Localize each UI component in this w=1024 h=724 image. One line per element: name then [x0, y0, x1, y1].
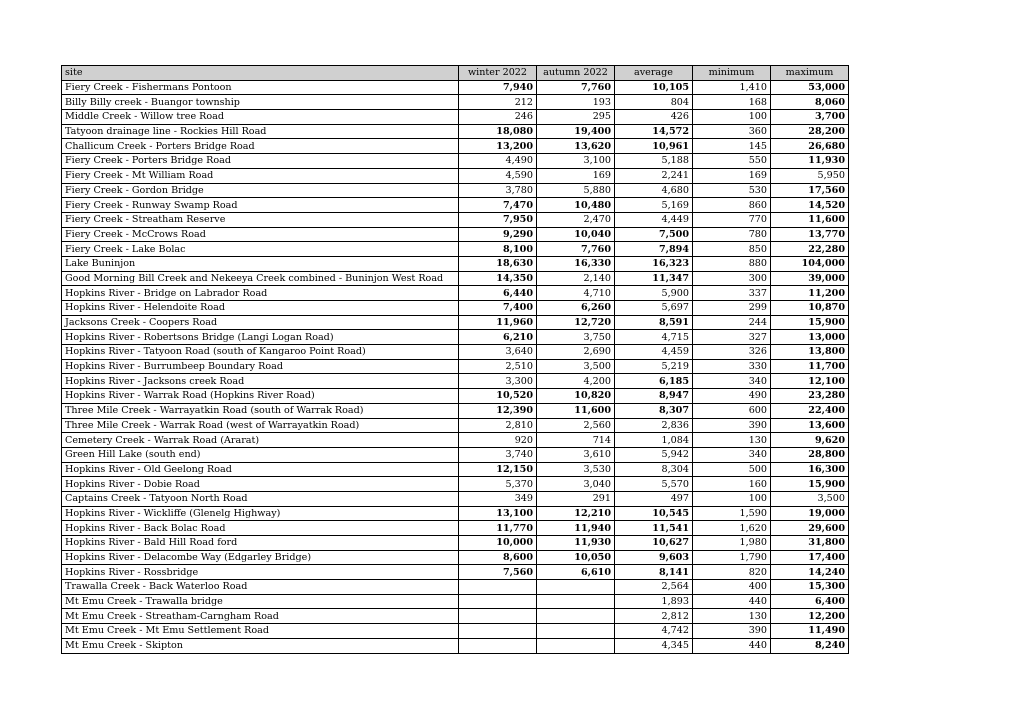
- column-header-site: site: [62, 66, 459, 81]
- maximum-cell: 22,400: [771, 403, 849, 418]
- winter-cell: 7,560: [459, 565, 537, 580]
- maximum-cell: 39,000: [771, 271, 849, 286]
- maximum-cell: 15,900: [771, 477, 849, 492]
- average-cell: 11,541: [615, 521, 693, 536]
- winter-cell: 5,370: [459, 477, 537, 492]
- maximum-cell: 13,800: [771, 345, 849, 360]
- table-row: [62, 110, 849, 125]
- maximum-cell: 3,500: [771, 491, 849, 506]
- table-row: [62, 124, 849, 139]
- table-row: [62, 550, 849, 565]
- average-cell: 10,627: [615, 536, 693, 551]
- maximum-cell: 9,620: [771, 433, 849, 448]
- winter-cell: 349: [459, 491, 537, 506]
- table-row: [62, 330, 849, 345]
- site-cell: Trawalla Creek - Back Waterloo Road: [62, 580, 459, 595]
- average-cell: 8,307: [615, 403, 693, 418]
- winter-cell: 2,510: [459, 359, 537, 374]
- minimum-cell: 770: [693, 212, 771, 227]
- minimum-cell: 340: [693, 447, 771, 462]
- site-cell: Hopkins River - Delacombe Way (Edgarley Bridge): [62, 550, 459, 565]
- autumn-cell: 3,750: [537, 330, 615, 345]
- site-cell: Hopkins River - Bald Hill Road ford: [62, 536, 459, 551]
- autumn-cell: 291: [537, 491, 615, 506]
- site-cell: Three Mile Creek - Warrak Road (west of Warrayatkin Road): [62, 418, 459, 433]
- winter-cell: 11,770: [459, 521, 537, 536]
- autumn-cell: 7,760: [537, 242, 615, 257]
- table-row: [62, 580, 849, 595]
- autumn-cell: 3,040: [537, 477, 615, 492]
- table-row: [62, 491, 849, 506]
- site-cell: Middle Creek - Willow tree Road: [62, 110, 459, 125]
- autumn-cell: 16,330: [537, 256, 615, 271]
- minimum-cell: 780: [693, 227, 771, 242]
- maximum-cell: 8,240: [771, 638, 849, 653]
- autumn-cell: 10,040: [537, 227, 615, 242]
- maximum-cell: 11,600: [771, 212, 849, 227]
- table-row: [62, 403, 849, 418]
- autumn-cell: 3,100: [537, 154, 615, 169]
- maximum-cell: 31,800: [771, 536, 849, 551]
- average-cell: 1,084: [615, 433, 693, 448]
- average-cell: 14,572: [615, 124, 693, 139]
- average-cell: 16,323: [615, 256, 693, 271]
- table-row: [62, 286, 849, 301]
- table-row: [62, 198, 849, 213]
- table-row: [62, 433, 849, 448]
- average-cell: 1,893: [615, 594, 693, 609]
- minimum-cell: 100: [693, 491, 771, 506]
- maximum-cell: 22,280: [771, 242, 849, 257]
- site-cell: Challicum Creek - Porters Bridge Road: [62, 139, 459, 154]
- table-row: [62, 271, 849, 286]
- autumn-cell: 169: [537, 168, 615, 183]
- winter-cell: 6,440: [459, 286, 537, 301]
- table-row: [62, 638, 849, 653]
- maximum-cell: 53,000: [771, 80, 849, 95]
- site-cell: Hopkins River - Warrak Road (Hopkins River Road): [62, 389, 459, 404]
- site-data-table: [61, 65, 849, 654]
- maximum-cell: 8,060: [771, 95, 849, 110]
- minimum-cell: 550: [693, 154, 771, 169]
- autumn-cell: 3,500: [537, 359, 615, 374]
- maximum-cell: 12,100: [771, 374, 849, 389]
- table-row: [62, 168, 849, 183]
- autumn-cell: 3,530: [537, 462, 615, 477]
- average-cell: 8,141: [615, 565, 693, 580]
- autumn-cell: 295: [537, 110, 615, 125]
- minimum-cell: 326: [693, 345, 771, 360]
- average-cell: 11,347: [615, 271, 693, 286]
- site-cell: Hopkins River - Dobie Road: [62, 477, 459, 492]
- autumn-cell: 10,050: [537, 550, 615, 565]
- autumn-cell: 3,610: [537, 447, 615, 462]
- autumn-cell: [537, 609, 615, 624]
- winter-cell: 10,000: [459, 536, 537, 551]
- average-cell: 4,449: [615, 212, 693, 227]
- site-cell: Fiery Creek - Runway Swamp Road: [62, 198, 459, 213]
- winter-cell: 920: [459, 433, 537, 448]
- winter-cell: 12,150: [459, 462, 537, 477]
- table-row: [62, 154, 849, 169]
- minimum-cell: 327: [693, 330, 771, 345]
- average-cell: 5,900: [615, 286, 693, 301]
- winter-cell: 12,390: [459, 403, 537, 418]
- site-cell: Mt Emu Creek - Skipton: [62, 638, 459, 653]
- average-cell: 2,836: [615, 418, 693, 433]
- winter-cell: 4,490: [459, 154, 537, 169]
- minimum-cell: 530: [693, 183, 771, 198]
- site-cell: Hopkins River - Tatyoon Road (south of Kangaroo Point Road): [62, 345, 459, 360]
- table-row: [62, 374, 849, 389]
- table-row: [62, 389, 849, 404]
- site-cell: Hopkins River - Jacksons creek Road: [62, 374, 459, 389]
- minimum-cell: 390: [693, 624, 771, 639]
- site-cell: Fiery Creek - Lake Bolac: [62, 242, 459, 257]
- winter-cell: 11,960: [459, 315, 537, 330]
- column-header-maximum: maximum: [771, 66, 849, 81]
- autumn-cell: 6,610: [537, 565, 615, 580]
- site-cell: Mt Emu Creek - Mt Emu Settlement Road: [62, 624, 459, 639]
- autumn-cell: 2,470: [537, 212, 615, 227]
- winter-cell: 10,520: [459, 389, 537, 404]
- site-cell: Hopkins River - Old Geelong Road: [62, 462, 459, 477]
- site-cell: Lake Buninjon: [62, 256, 459, 271]
- winter-cell: [459, 594, 537, 609]
- winter-cell: [459, 580, 537, 595]
- table-row: [62, 256, 849, 271]
- column-header-autumn: autumn 2022: [537, 66, 615, 81]
- average-cell: 10,545: [615, 506, 693, 521]
- maximum-cell: 11,930: [771, 154, 849, 169]
- maximum-cell: 5,950: [771, 168, 849, 183]
- maximum-cell: 23,280: [771, 389, 849, 404]
- average-cell: 5,169: [615, 198, 693, 213]
- table-row: [62, 183, 849, 198]
- average-cell: 8,591: [615, 315, 693, 330]
- winter-cell: 7,940: [459, 80, 537, 95]
- winter-cell: 9,290: [459, 227, 537, 242]
- site-cell: Hopkins River - Helendoite Road: [62, 301, 459, 316]
- minimum-cell: 100: [693, 110, 771, 125]
- winter-cell: 4,590: [459, 168, 537, 183]
- table-row: [62, 301, 849, 316]
- table-row: [62, 80, 849, 95]
- maximum-cell: 11,490: [771, 624, 849, 639]
- winter-cell: 212: [459, 95, 537, 110]
- table-row: [62, 447, 849, 462]
- average-cell: 5,188: [615, 154, 693, 169]
- site-cell: Hopkins River - Rossbridge: [62, 565, 459, 580]
- autumn-cell: [537, 580, 615, 595]
- average-cell: 804: [615, 95, 693, 110]
- winter-cell: 14,350: [459, 271, 537, 286]
- minimum-cell: 1,620: [693, 521, 771, 536]
- site-cell: Fiery Creek - Gordon Bridge: [62, 183, 459, 198]
- minimum-cell: 860: [693, 198, 771, 213]
- table-row: [62, 565, 849, 580]
- winter-cell: 2,810: [459, 418, 537, 433]
- site-cell: Fiery Creek - McCrows Road: [62, 227, 459, 242]
- average-cell: 2,812: [615, 609, 693, 624]
- maximum-cell: 11,200: [771, 286, 849, 301]
- table-row: [62, 609, 849, 624]
- minimum-cell: 300: [693, 271, 771, 286]
- winter-cell: 6,210: [459, 330, 537, 345]
- maximum-cell: 11,700: [771, 359, 849, 374]
- minimum-cell: 390: [693, 418, 771, 433]
- average-cell: 497: [615, 491, 693, 506]
- site-cell: Tatyoon drainage line - Rockies Hill Road: [62, 124, 459, 139]
- table-row: [62, 521, 849, 536]
- minimum-cell: 1,590: [693, 506, 771, 521]
- winter-cell: 7,470: [459, 198, 537, 213]
- table-row: [62, 139, 849, 154]
- maximum-cell: 12,200: [771, 609, 849, 624]
- average-cell: 4,680: [615, 183, 693, 198]
- minimum-cell: 244: [693, 315, 771, 330]
- minimum-cell: 850: [693, 242, 771, 257]
- table-row: [62, 95, 849, 110]
- site-cell: Fiery Creek - Fishermans Pontoon: [62, 80, 459, 95]
- minimum-cell: 169: [693, 168, 771, 183]
- maximum-cell: 13,770: [771, 227, 849, 242]
- autumn-cell: 11,940: [537, 521, 615, 536]
- table-row: [62, 359, 849, 374]
- site-cell: Fiery Creek - Mt William Road: [62, 168, 459, 183]
- autumn-cell: 11,930: [537, 536, 615, 551]
- table-row: [62, 212, 849, 227]
- minimum-cell: 145: [693, 139, 771, 154]
- winter-cell: 13,200: [459, 139, 537, 154]
- table-row: [62, 536, 849, 551]
- maximum-cell: 10,870: [771, 301, 849, 316]
- minimum-cell: 600: [693, 403, 771, 418]
- table-row: [62, 315, 849, 330]
- table-row: [62, 418, 849, 433]
- minimum-cell: 400: [693, 580, 771, 595]
- winter-cell: 18,630: [459, 256, 537, 271]
- average-cell: 7,500: [615, 227, 693, 242]
- average-cell: 9,603: [615, 550, 693, 565]
- winter-cell: 246: [459, 110, 537, 125]
- site-cell: Good Morning Bill Creek and Nekeeya Creek combined - Buninjon West Road: [62, 271, 459, 286]
- average-cell: 10,105: [615, 80, 693, 95]
- site-cell: Jacksons Creek - Coopers Road: [62, 315, 459, 330]
- average-cell: 8,947: [615, 389, 693, 404]
- winter-cell: 7,950: [459, 212, 537, 227]
- table-row: [62, 594, 849, 609]
- minimum-cell: 1,790: [693, 550, 771, 565]
- autumn-cell: 4,710: [537, 286, 615, 301]
- autumn-cell: 714: [537, 433, 615, 448]
- autumn-cell: [537, 638, 615, 653]
- winter-cell: 3,740: [459, 447, 537, 462]
- minimum-cell: 168: [693, 95, 771, 110]
- site-cell: Captains Creek - Tatyoon North Road: [62, 491, 459, 506]
- maximum-cell: 17,400: [771, 550, 849, 565]
- maximum-cell: 3,700: [771, 110, 849, 125]
- site-cell: Fiery Creek - Streatham Reserve: [62, 212, 459, 227]
- autumn-cell: 10,480: [537, 198, 615, 213]
- average-cell: 2,241: [615, 168, 693, 183]
- site-cell: Hopkins River - Wickliffe (Glenelg Highway): [62, 506, 459, 521]
- site-cell: Three Mile Creek - Warrayatkin Road (south of Warrak Road): [62, 403, 459, 418]
- minimum-cell: 360: [693, 124, 771, 139]
- minimum-cell: 299: [693, 301, 771, 316]
- average-cell: 8,304: [615, 462, 693, 477]
- site-cell: Green Hill Lake (south end): [62, 447, 459, 462]
- maximum-cell: 29,600: [771, 521, 849, 536]
- maximum-cell: 28,800: [771, 447, 849, 462]
- winter-cell: 8,600: [459, 550, 537, 565]
- minimum-cell: 880: [693, 256, 771, 271]
- column-header-minimum: minimum: [693, 66, 771, 81]
- maximum-cell: 28,200: [771, 124, 849, 139]
- autumn-cell: 19,400: [537, 124, 615, 139]
- autumn-cell: 2,690: [537, 345, 615, 360]
- average-cell: 10,961: [615, 139, 693, 154]
- site-cell: Fiery Creek - Porters Bridge Road: [62, 154, 459, 169]
- winter-cell: [459, 624, 537, 639]
- site-cell: Cemetery Creek - Warrak Road (Ararat): [62, 433, 459, 448]
- autumn-cell: 6,260: [537, 301, 615, 316]
- minimum-cell: 1,980: [693, 536, 771, 551]
- table-row: [62, 242, 849, 257]
- maximum-cell: 13,000: [771, 330, 849, 345]
- autumn-cell: 2,140: [537, 271, 615, 286]
- autumn-cell: 2,560: [537, 418, 615, 433]
- table-row: [62, 624, 849, 639]
- maximum-cell: 14,240: [771, 565, 849, 580]
- minimum-cell: 820: [693, 565, 771, 580]
- autumn-cell: 11,600: [537, 403, 615, 418]
- table-body: [62, 80, 849, 653]
- column-header-average: average: [615, 66, 693, 81]
- winter-cell: 3,300: [459, 374, 537, 389]
- table-row: [62, 227, 849, 242]
- table-row: [62, 477, 849, 492]
- column-header-winter: winter 2022: [459, 66, 537, 81]
- maximum-cell: 104,000: [771, 256, 849, 271]
- maximum-cell: 6,400: [771, 594, 849, 609]
- autumn-cell: 7,760: [537, 80, 615, 95]
- average-cell: 4,742: [615, 624, 693, 639]
- average-cell: 426: [615, 110, 693, 125]
- minimum-cell: 490: [693, 389, 771, 404]
- winter-cell: [459, 609, 537, 624]
- minimum-cell: 130: [693, 433, 771, 448]
- autumn-cell: [537, 594, 615, 609]
- maximum-cell: 15,900: [771, 315, 849, 330]
- winter-cell: 18,080: [459, 124, 537, 139]
- average-cell: 7,894: [615, 242, 693, 257]
- winter-cell: [459, 638, 537, 653]
- autumn-cell: 12,210: [537, 506, 615, 521]
- minimum-cell: 440: [693, 638, 771, 653]
- table-row: [62, 462, 849, 477]
- winter-cell: 3,640: [459, 345, 537, 360]
- average-cell: 4,715: [615, 330, 693, 345]
- maximum-cell: 19,000: [771, 506, 849, 521]
- average-cell: 5,942: [615, 447, 693, 462]
- table-row: [62, 345, 849, 360]
- maximum-cell: 13,600: [771, 418, 849, 433]
- site-cell: Mt Emu Creek - Streatham-Carngham Road: [62, 609, 459, 624]
- average-cell: 2,564: [615, 580, 693, 595]
- autumn-cell: 5,880: [537, 183, 615, 198]
- autumn-cell: 13,620: [537, 139, 615, 154]
- winter-cell: 7,400: [459, 301, 537, 316]
- autumn-cell: 10,820: [537, 389, 615, 404]
- average-cell: 4,345: [615, 638, 693, 653]
- header-row: [62, 66, 849, 81]
- minimum-cell: 330: [693, 359, 771, 374]
- maximum-cell: 14,520: [771, 198, 849, 213]
- maximum-cell: 16,300: [771, 462, 849, 477]
- minimum-cell: 337: [693, 286, 771, 301]
- autumn-cell: [537, 624, 615, 639]
- minimum-cell: 440: [693, 594, 771, 609]
- average-cell: 4,459: [615, 345, 693, 360]
- average-cell: 5,697: [615, 301, 693, 316]
- site-cell: Mt Emu Creek - Trawalla bridge: [62, 594, 459, 609]
- table-row: [62, 506, 849, 521]
- site-cell: Billy Billy creek - Buangor township: [62, 95, 459, 110]
- winter-cell: 13,100: [459, 506, 537, 521]
- maximum-cell: 15,300: [771, 580, 849, 595]
- site-cell: Hopkins River - Back Bolac Road: [62, 521, 459, 536]
- autumn-cell: 4,200: [537, 374, 615, 389]
- average-cell: 5,570: [615, 477, 693, 492]
- average-cell: 6,185: [615, 374, 693, 389]
- winter-cell: 3,780: [459, 183, 537, 198]
- autumn-cell: 12,720: [537, 315, 615, 330]
- winter-cell: 8,100: [459, 242, 537, 257]
- minimum-cell: 500: [693, 462, 771, 477]
- minimum-cell: 130: [693, 609, 771, 624]
- autumn-cell: 193: [537, 95, 615, 110]
- average-cell: 5,219: [615, 359, 693, 374]
- site-cell: Hopkins River - Burrumbeep Boundary Road: [62, 359, 459, 374]
- maximum-cell: 26,680: [771, 139, 849, 154]
- site-cell: Hopkins River - Bridge on Labrador Road: [62, 286, 459, 301]
- minimum-cell: 160: [693, 477, 771, 492]
- maximum-cell: 17,560: [771, 183, 849, 198]
- site-cell: Hopkins River - Robertsons Bridge (Langi Logan Road): [62, 330, 459, 345]
- minimum-cell: 340: [693, 374, 771, 389]
- minimum-cell: 1,410: [693, 80, 771, 95]
